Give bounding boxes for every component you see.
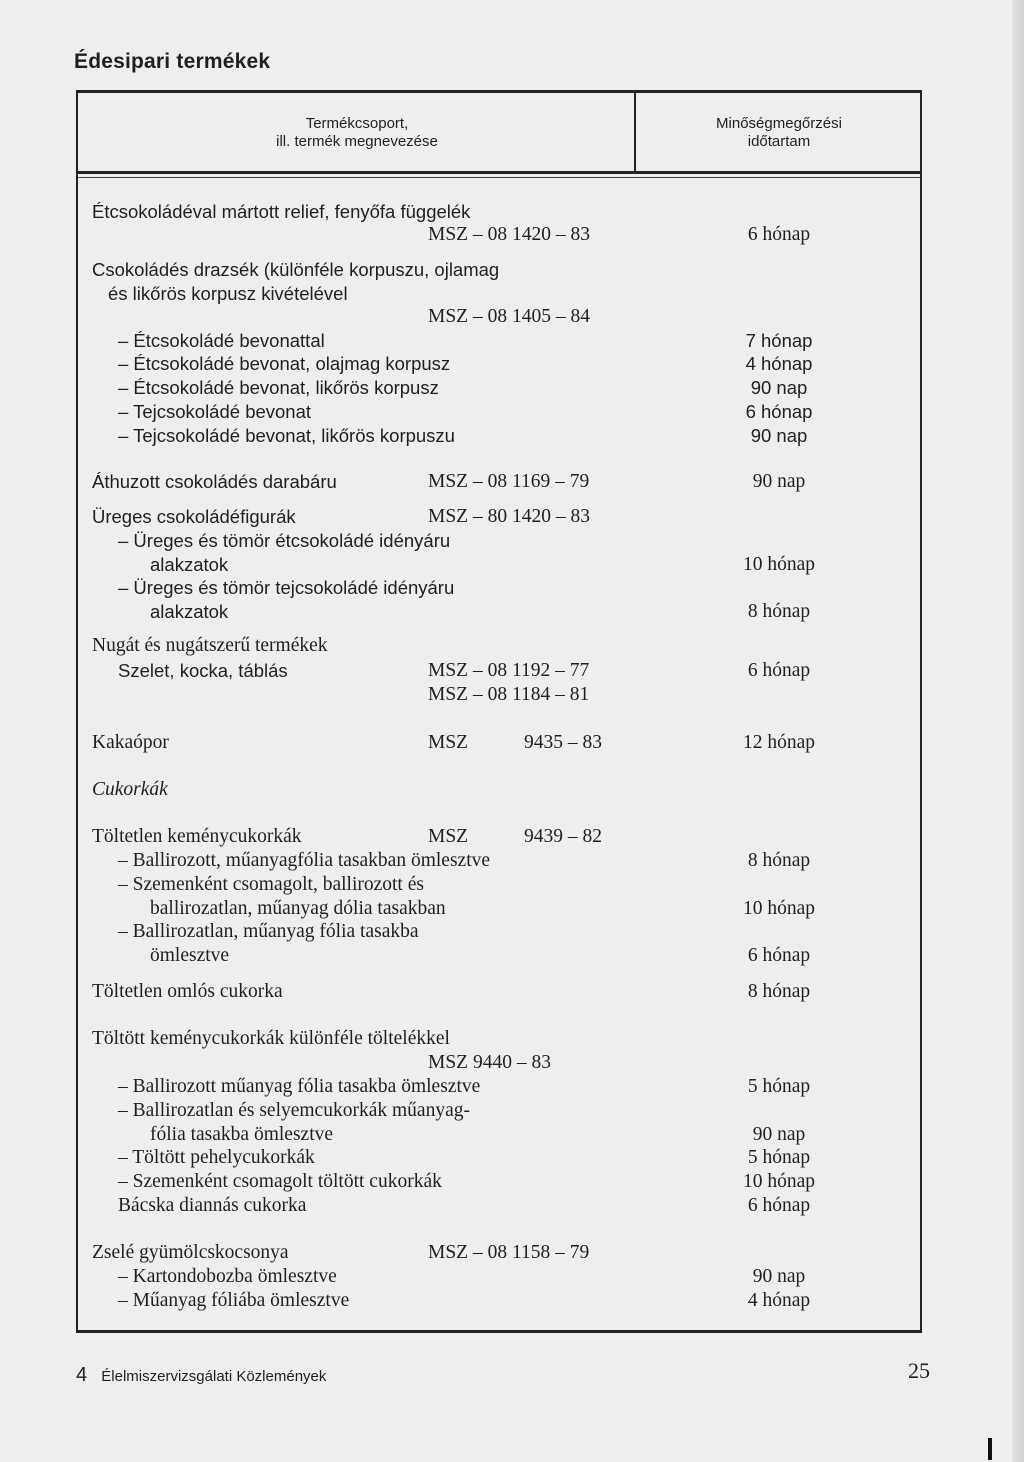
row-label: – Ballirozott, műanyagfólia tasakban ömlesztve (118, 850, 491, 871)
shelf-life-table (76, 90, 922, 1333)
row-label: – Ballirozott műanyag fólia tasakba ömlesztve (118, 1076, 481, 1097)
table-row (78, 258, 920, 282)
row-value: 7 hónap (745, 330, 813, 351)
row-value: 90 nap (750, 425, 808, 446)
row-label: Zselé gyümölcskocsonya (92, 1242, 289, 1263)
row-label: Étcsokoládéval mártott relief, fenyőfa függelék (92, 201, 471, 222)
row-label: – Szemenként csomagolt, ballirozott és (118, 874, 424, 895)
row-standard: MSZ – 08 1405 – 84 (428, 306, 590, 327)
row-standard: MSZ – 08 1192 – 77 (428, 660, 590, 681)
running-head: Édesipari termékek (74, 50, 271, 73)
row-label: – Étcsokoládé bevonattal (118, 330, 325, 351)
table-row (78, 1051, 920, 1075)
table-row (78, 200, 920, 224)
row-value: 4 hónap (747, 1290, 811, 1311)
table-row (78, 600, 920, 624)
row-value: 10 hónap (742, 1171, 816, 1192)
row-value: 10 hónap (742, 898, 816, 919)
row-label: Kakaópor (92, 732, 169, 753)
table-row (78, 1075, 920, 1099)
row-value: 6 hónap (747, 660, 811, 681)
header-double-rule (78, 174, 920, 178)
table-row (78, 223, 920, 247)
row-value: 90 nap (750, 377, 808, 398)
table-row (78, 329, 920, 353)
page-number: 25 (908, 1358, 930, 1383)
row-value: 12 hónap (742, 732, 816, 753)
table-row (78, 1123, 920, 1147)
table-row (78, 1265, 920, 1289)
row-label: Csokoládés drazsék (különféle korpuszu, ojlamag (92, 259, 500, 280)
row-label: Üreges csokoládéfigurák (92, 506, 296, 527)
row-label: – Üreges és tömör étcsokoládé idényáru (118, 530, 451, 551)
row-value: 6 hónap (747, 945, 811, 966)
row-label: ömlesztve (150, 945, 230, 966)
section-heading: Cukorkák (92, 779, 168, 800)
header-product-line1: Termékcsoport, (305, 115, 409, 132)
journal-title: Élelmiszervizsgálati Közlemények (101, 1368, 327, 1385)
table-row (78, 897, 920, 921)
table-header (78, 93, 920, 174)
row-value: 8 hónap (747, 601, 811, 622)
row-label: – Kartondobozba ömlesztve (118, 1266, 337, 1287)
row-value: 6 hónap (745, 401, 813, 422)
row-label: alakzatok (150, 601, 229, 622)
row-standard: MSZ – 08 1420 – 83 (428, 224, 590, 245)
row-label: és likőrös korpusz kivételével (108, 283, 348, 304)
table-row (78, 376, 920, 400)
table-row (78, 1194, 920, 1218)
row-label: – Tejcsokoládé bevonat (118, 401, 312, 422)
row-standard-prefix: MSZ (428, 826, 469, 847)
header-period-line1: Minőségmegőrzési (716, 115, 842, 132)
header-period-column (636, 115, 922, 151)
table-row (78, 305, 920, 329)
table-row (78, 576, 920, 600)
table-row (78, 849, 920, 873)
row-standard: MSZ – 80 1420 – 83 (428, 506, 590, 527)
row-label: – Üreges és tömör tejcsokoládé idényáru (118, 577, 455, 598)
row-value: 4 hónap (745, 353, 813, 374)
row-standard-number: 9435 – 83 (524, 732, 602, 753)
table-row (78, 1170, 920, 1194)
header-period-line2: időtartam (747, 133, 811, 150)
page-edge (1012, 0, 1024, 1462)
table-row (78, 1099, 920, 1123)
row-label: Szelet, kocka, táblás (118, 660, 288, 681)
row-value: 6 hónap (747, 1195, 811, 1216)
page-footer (76, 1364, 326, 1387)
table-row (78, 980, 920, 1004)
row-label: Áthuzott csokoládés darabáru (92, 471, 337, 492)
header-product-column (78, 115, 636, 151)
table-row (78, 1027, 920, 1051)
table-row (78, 470, 920, 494)
row-label: Töltött keménycukorkák különféle töltelékkel (92, 1028, 450, 1049)
table-row (78, 424, 920, 448)
table-row (78, 1146, 920, 1170)
row-label: alakzatok (150, 554, 229, 575)
row-value: 90 nap (752, 471, 806, 492)
table-row (78, 529, 920, 553)
row-value: 8 hónap (747, 981, 811, 1002)
table-row (78, 873, 920, 897)
row-value: 90 nap (752, 1266, 806, 1287)
row-label: – Szemenként csomagolt töltött cukorkák (118, 1171, 442, 1192)
table-row (78, 505, 920, 529)
table-row (78, 778, 920, 802)
row-label: fólia tasakba ömlesztve (150, 1124, 334, 1145)
row-standard-prefix: MSZ (428, 732, 469, 753)
row-label: Nugát és nugátszerű termékek (92, 635, 328, 656)
row-label: Bácska diannás cukorka (118, 1195, 307, 1216)
row-label: – Töltött pehelycukorkák (118, 1147, 315, 1168)
table-row (78, 731, 920, 755)
row-value: 5 hónap (747, 1076, 811, 1097)
row-label: Töltetlen omlós cukorka (92, 981, 283, 1002)
row-label: – Tejcsokoládé bevonat, likőrös korpuszu (118, 425, 455, 446)
row-value: 6 hónap (747, 224, 811, 245)
table-row (78, 659, 920, 683)
table-row (78, 352, 920, 376)
row-label: – Étcsokoládé bevonat, likőrös korpusz (118, 377, 439, 398)
row-label: – Étcsokoládé bevonat, olajmag korpusz (118, 353, 451, 374)
row-label: – Ballirozatlan és selyemcukorkák műanyag- (118, 1100, 470, 1121)
row-value: 5 hónap (747, 1147, 811, 1168)
row-standard: MSZ – 08 1169 – 79 (428, 471, 590, 492)
row-label: – Műanyag fóliába ömlesztve (118, 1290, 350, 1311)
table-row (78, 634, 920, 658)
row-label: ballirozatlan, műanyag dólia tasakban (150, 898, 446, 919)
row-label: Töltetlen keménycukorkák (92, 826, 302, 847)
issue-number: 4 (76, 1364, 88, 1386)
table-row (78, 683, 920, 707)
row-standard: MSZ – 08 1158 – 79 (428, 1242, 590, 1263)
table-row (78, 944, 920, 968)
row-standard-number: 9439 – 82 (524, 826, 602, 847)
table-row (78, 553, 920, 577)
row-value: 90 nap (752, 1124, 806, 1145)
table-row (78, 282, 920, 306)
row-standard: MSZ – 08 1184 – 81 (428, 684, 590, 705)
row-standard: MSZ 9440 – 83 (428, 1052, 551, 1073)
header-product-line2: ill. termék megnevezése (276, 133, 438, 150)
table-row (78, 825, 920, 849)
row-value: 10 hónap (742, 554, 816, 575)
table-row (78, 1241, 920, 1265)
row-value: 8 hónap (747, 850, 811, 871)
table-row (78, 920, 920, 944)
row-label: – Ballirozatlan, műanyag fólia tasakba (118, 921, 419, 942)
scan-mark (988, 1438, 992, 1460)
table-row (78, 1289, 920, 1313)
table-row (78, 400, 920, 424)
